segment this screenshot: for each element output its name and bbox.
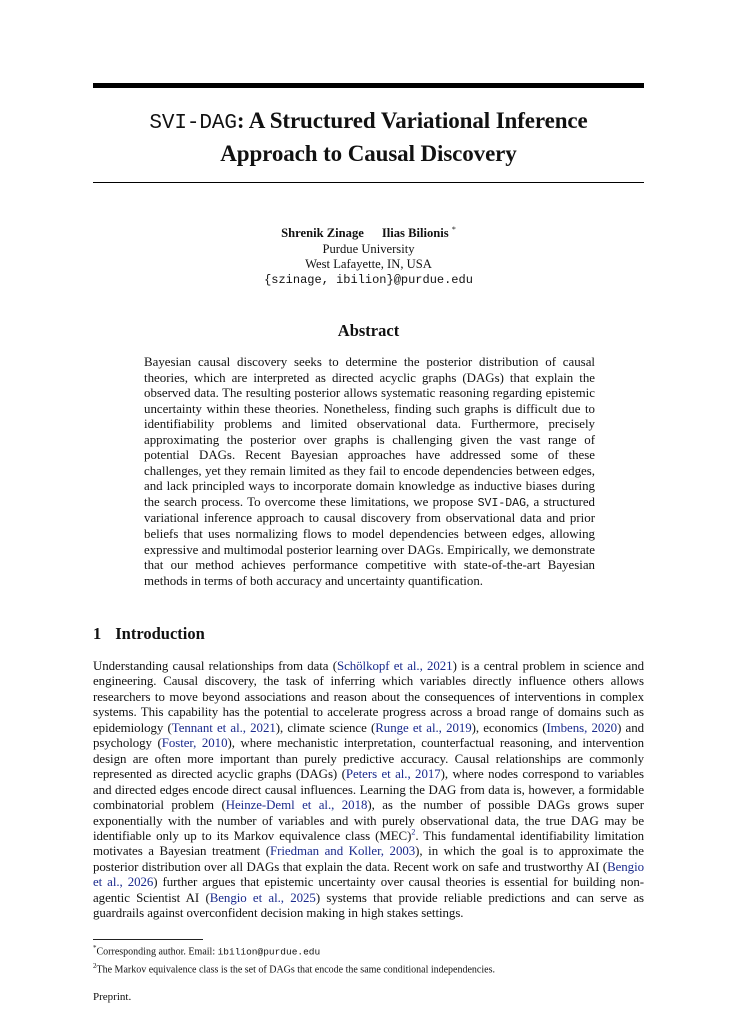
title-bottom-rule xyxy=(93,182,644,183)
footnote-rule xyxy=(93,939,203,940)
title-line2: Approach to Causal Discovery xyxy=(220,141,517,166)
author-1: Shrenik Zinage xyxy=(281,226,364,241)
affiliation: Purdue University xyxy=(322,241,415,256)
citation-link[interactable]: Bengio et al., 2025 xyxy=(209,890,316,905)
abstract-heading: Abstract xyxy=(337,321,400,340)
title-line1-rest: : A Structured Variational Inference xyxy=(236,108,588,133)
footnote-2: $^2$The Markov equivalence class is the set of DAGs that encode the same conditional independencies. xyxy=(93,962,495,976)
abstract-body: Bayesian causal discovery seeks to determine the posterior distribution of causal theories, which are interpreted as directed acyclic graphs (DAGs) that explain the observed data. The resulting posterior allows systematic reasoning regarding epistemic uncertainty within these theories. Nonetheless, finding such graphs is difficult due to identifiability problems and limited observational data. Furthermore, precisely approximating the posterior over graphs is challenging given the vast range of potential DAGs. Recent Bayesian approaches have addressed some of these challenges, yet they remain limited as they fail to encode dependencies between edges, and lack principled ways to incorporate domain knowledge as inductive biases during the search process. To overcome these limitations, we propose SVI-DAG, a structured variational inference approach to causal discovery from observational data and prior beliefs that uses normalizing flows to model dependencies between edges, allowing expressive and multimodal posterior learning over DAGs. Empirically, we demonstrate that our method achieves performance competitive with state-of-the-art Bayesian methods in terms of both accuracy and uncertainty quantification. xyxy=(144,355,595,588)
citation-link[interactable]: Bengio et al., 2026 xyxy=(93,859,644,890)
citation-link[interactable]: Foster, 2010 xyxy=(161,736,228,751)
citation-link[interactable]: Peters et al., 2017 xyxy=(345,767,441,782)
author-2-footnote-mark: * xyxy=(451,225,456,234)
footnotes xyxy=(93,941,653,978)
introduction-paragraph: Understanding causal relationships from data (Schölkopf et al., 2021) is a central problem in science and engineering. Causal discovery, the task of inferring which variables directly influence others allows researchers to move beyond associations and reason about the consequences of interventions in complex systems. This capability has the potential to accelerate progress across a broad range of domains such as epidemiology (Tennant et al., 2021), climate science (Runge et al., 2019), economics (Imbens, 2020) and psychology (Foster, 2010), where mechanistic interpretation, counterfactual reasoning, and intervention design are often more important than purely predictive accuracy. Causal relationships are commonly represented as directed acyclic graphs (DAGs) (Peters et al., 2017), where nodes correspond to variables and directed edges encode direct causal influences. Learning the DAG from data is, however, a formidable combinatorial problem (Heinze-Deml et al., 2018), as the number of possible DAGs grows super exponentially with the number of variables and with purely observational data, the true DAG may be identifiable only up to its Markov equivalence class (MEC)$^2$. This fundamental identifiability limitation motivates a Bayesian treatment (Friedman and Koller, 2003), in which the goal is to approximate the posterior distribution over all DAGs that explain the data. Recent work on safe and trustworthy AI (Bengio et al., 2026) further argues that epistemic uncertainty over causal theories is essential for building non-agentic Scientist AI (Bengio et al., 2025) systems that provide reliable predictions and can serve as guardrails against overconfident decision making in high stakes settings. xyxy=(93,659,645,921)
paper-title xyxy=(93,106,644,169)
footnote-link[interactable]: 2 xyxy=(411,827,416,837)
footnote-email: ibilion@purdue.edu xyxy=(217,946,321,958)
citation-link[interactable]: Imbens, 2020 xyxy=(546,720,618,735)
citation-link[interactable]: Tennant et al., 2021 xyxy=(171,720,276,735)
citation-link[interactable]: Runge et al., 2019 xyxy=(375,720,472,735)
citation-link[interactable]: Schölkopf et al., 2021 xyxy=(336,659,453,673)
author-names xyxy=(93,222,644,242)
section-number: 1 xyxy=(93,624,102,643)
citation-link[interactable]: Heinze-Deml et al., 2018 xyxy=(225,798,368,813)
footnote-1: *Corresponding author. Email: ibilion@purdue.edu xyxy=(93,944,321,958)
author-2: Ilias Bilionis * xyxy=(381,225,456,241)
citation-link[interactable]: Friedman and Koller, 2003 xyxy=(270,844,416,859)
title-method-name: SVI-DAG xyxy=(149,112,237,135)
author-emails: {szinage, ibilion}@purdue.edu xyxy=(264,272,473,287)
location: West Lafayette, IN, USA xyxy=(305,257,432,272)
section-heading xyxy=(93,624,205,644)
abstract-method-name: SVI-DAG xyxy=(477,496,526,510)
title-top-rule xyxy=(93,83,644,88)
author-block xyxy=(93,222,644,289)
preprint-label: Preprint. xyxy=(93,991,132,1003)
section-title: Introduction xyxy=(115,624,205,643)
